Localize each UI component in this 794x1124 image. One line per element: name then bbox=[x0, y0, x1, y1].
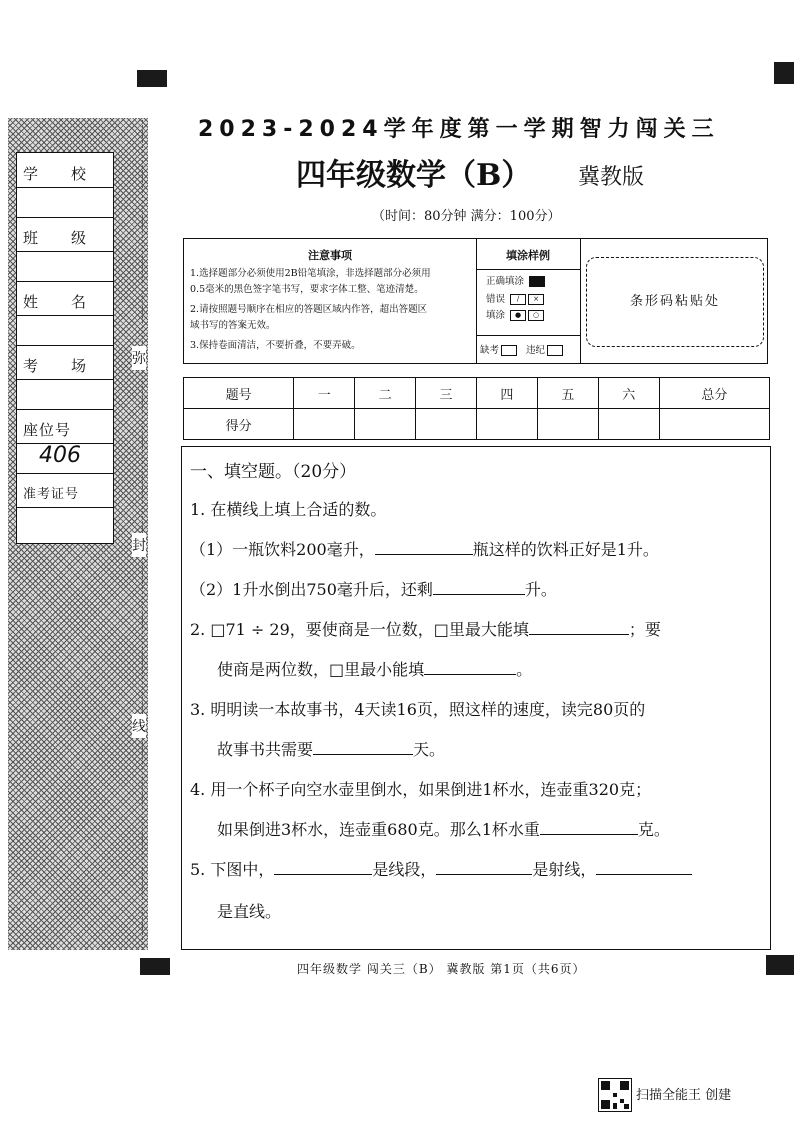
info-field-label: 姓 名 bbox=[23, 293, 88, 311]
circle-bubble-icon: ○ bbox=[528, 310, 544, 321]
fill-correct-label: 正确填涂 bbox=[486, 276, 525, 287]
score-cell[interactable] bbox=[294, 409, 355, 440]
barcode-area: 条形码粘贴处 bbox=[586, 257, 764, 347]
question-text: 。 bbox=[516, 660, 533, 679]
table-cell: 四 bbox=[476, 378, 537, 409]
seal-char-1: 弥 bbox=[132, 346, 146, 370]
notes-item: 0.5毫米的黑色签字笔书写，要求字体工整、笔迹清楚。 bbox=[190, 284, 424, 295]
question-4-cont bbox=[217, 817, 670, 840]
cross-bubble-icon: × bbox=[528, 294, 544, 305]
question-text: 瓶这样的饮料正好是1升。 bbox=[472, 540, 659, 559]
answer-blank[interactable] bbox=[274, 858, 372, 875]
score-cell[interactable] bbox=[598, 409, 659, 440]
question-1-2 bbox=[190, 577, 557, 600]
question-text: 天。 bbox=[413, 740, 446, 759]
answer-blank[interactable] bbox=[375, 538, 473, 555]
answer-blank[interactable] bbox=[540, 818, 638, 835]
info-field-label: 学 校 bbox=[23, 165, 88, 183]
fill-wrong-label: 错误 bbox=[486, 294, 506, 305]
table-cell: 得分 bbox=[184, 409, 294, 440]
info-field-label: 座位号 bbox=[23, 421, 72, 439]
seal-char-2: 封 bbox=[132, 533, 146, 557]
qr-code-icon bbox=[598, 1078, 632, 1112]
question-text: 使商是两位数，□里最小能填 bbox=[217, 660, 425, 679]
registration-mark-top-left bbox=[137, 70, 167, 87]
score-table bbox=[183, 377, 770, 440]
question-text: 是射线， bbox=[532, 860, 597, 879]
question-5 bbox=[190, 857, 692, 880]
question-text: 5. 下图中， bbox=[190, 860, 275, 879]
info-field-seat bbox=[17, 409, 113, 474]
fill-wrong-row-2 bbox=[486, 307, 544, 321]
section-heading: 一、填空题。（20分） bbox=[190, 462, 357, 482]
answer-blank[interactable] bbox=[424, 658, 516, 675]
notes-item: 3.保持卷面清洁，不要折叠，不要弄破。 bbox=[190, 340, 361, 351]
question-text: （1）一瓶饮料200毫升， bbox=[190, 540, 375, 559]
question-text: ；要 bbox=[628, 620, 661, 639]
notes-item: 域书写的答案无效。 bbox=[190, 320, 276, 331]
table-cell: 五 bbox=[537, 378, 598, 409]
fill-wrong-row bbox=[486, 291, 544, 305]
answer-blank[interactable] bbox=[433, 578, 525, 595]
registration-mark-top-right bbox=[774, 62, 794, 84]
table-row bbox=[184, 378, 770, 409]
answer-blank[interactable] bbox=[596, 858, 692, 875]
seal-char-3: 线 bbox=[132, 714, 146, 738]
question-text: （2）1升水倒出750毫升后，还剩 bbox=[190, 580, 433, 599]
notes-item: 2.请按照题号顺序在相应的答题区域内作答，超出答题区 bbox=[190, 304, 428, 315]
notes-title: 注意事项 bbox=[308, 249, 352, 262]
question-4: 4. 用一个杯子向空水壶里倒水，如果倒进1杯水，连壶重320克； bbox=[190, 780, 652, 799]
section-fill-in-blank bbox=[181, 446, 771, 950]
page-footer: 四年级数学 闯关三（B） 冀教版 第1页（共6页） bbox=[297, 962, 586, 976]
scanner-watermark: 扫描全能王 创建 bbox=[636, 1088, 732, 1103]
fill-correct-row bbox=[486, 273, 545, 287]
question-text: 克。 bbox=[637, 820, 670, 839]
info-field-room bbox=[17, 345, 113, 410]
solid-bubble-icon bbox=[529, 276, 545, 287]
answer-blank[interactable] bbox=[436, 858, 532, 875]
time-info: （时间：80分钟 满分：100分） bbox=[372, 209, 561, 224]
info-field-label: 准考证号 bbox=[23, 487, 80, 502]
info-field-exam-id bbox=[17, 473, 113, 543]
table-row bbox=[184, 409, 770, 440]
question-text: 是线段， bbox=[372, 860, 437, 879]
score-cell[interactable] bbox=[416, 409, 477, 440]
info-field-label: 考 场 bbox=[23, 357, 88, 375]
slash-bubble-icon: / bbox=[510, 294, 526, 305]
absent-violation-row bbox=[480, 342, 563, 356]
answer-blank[interactable] bbox=[529, 618, 629, 635]
table-cell: 总分 bbox=[659, 378, 769, 409]
handwritten-seat-number: 406 bbox=[39, 443, 81, 468]
fill-wrong-label-2: 填涂 bbox=[486, 310, 506, 321]
table-cell: 题号 bbox=[184, 378, 294, 409]
violation-label: 违纪 bbox=[526, 345, 546, 356]
question-3: 3. 明明读一本故事书，4天读16页，照这样的速度，读完80页的 bbox=[190, 700, 646, 719]
score-cell[interactable] bbox=[659, 409, 769, 440]
table-cell: 三 bbox=[416, 378, 477, 409]
fill-example-panel bbox=[476, 239, 581, 363]
question-1-1 bbox=[190, 537, 659, 560]
score-cell[interactable] bbox=[537, 409, 598, 440]
info-field-name bbox=[17, 281, 113, 346]
notes-panel bbox=[183, 238, 768, 364]
question-2-cont bbox=[217, 657, 532, 680]
table-cell: 六 bbox=[598, 378, 659, 409]
question-1: 1. 在横线上填上合适的数。 bbox=[190, 500, 387, 519]
fill-example-title: 填涂样例 bbox=[476, 247, 580, 270]
absent-label: 缺考 bbox=[480, 345, 500, 356]
edition-label: 冀教版 bbox=[578, 165, 645, 190]
question-text: 故事书共需要 bbox=[217, 740, 314, 759]
question-text: 2. □71 ÷ 29，要使商是一位数，□里最大能填 bbox=[190, 620, 529, 639]
registration-mark-bottom-right bbox=[766, 955, 794, 975]
table-cell: 一 bbox=[294, 378, 355, 409]
exam-title-line: 2023-2024学年度第一学期智力闯关三 bbox=[198, 117, 720, 142]
info-field-school bbox=[17, 153, 113, 218]
question-text: 如果倒进3杯水，连壶重680克。那么1杯水重 bbox=[217, 820, 540, 839]
notes-instructions bbox=[184, 239, 477, 363]
dot-bubble-icon: ● bbox=[510, 310, 526, 321]
question-text: 升。 bbox=[524, 580, 557, 599]
exam-subject-title: 四年级数学（B） bbox=[296, 158, 532, 193]
question-5-cont: 是直线。 bbox=[217, 902, 282, 921]
violation-box[interactable] bbox=[547, 345, 563, 356]
score-cell[interactable] bbox=[476, 409, 537, 440]
absent-box[interactable] bbox=[501, 345, 517, 356]
notes-item: 1.选择题部分必须使用2B铅笔填涂，非选择题部分必须用 bbox=[190, 268, 431, 279]
info-field-label: 班 级 bbox=[23, 229, 88, 247]
student-info-box bbox=[16, 152, 114, 544]
question-2 bbox=[190, 617, 661, 640]
registration-mark-bottom-left bbox=[140, 958, 170, 975]
answer-blank[interactable] bbox=[313, 738, 413, 755]
info-field-class bbox=[17, 217, 113, 282]
table-cell: 二 bbox=[355, 378, 416, 409]
score-cell[interactable] bbox=[355, 409, 416, 440]
question-3-cont bbox=[217, 737, 445, 760]
